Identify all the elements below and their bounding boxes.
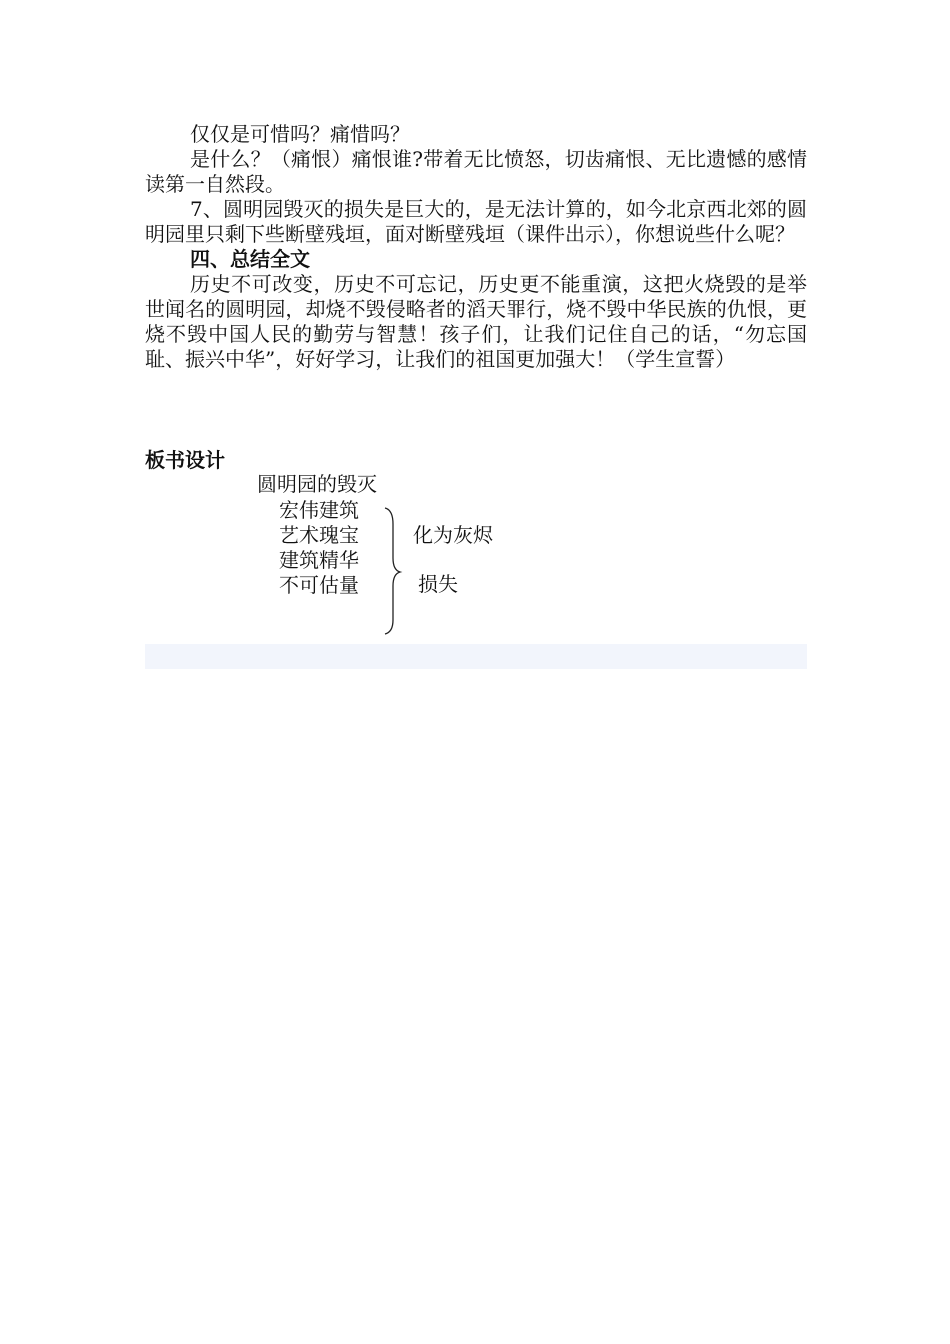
board-result-ashes: 化为灰烬 [413, 523, 493, 547]
blackboard-design [145, 448, 807, 644]
board-items [279, 498, 359, 598]
board-result-loss: 损失 [418, 572, 458, 596]
board-title: 圆明园的毁灭 [257, 472, 377, 496]
board-item: 建筑精华 [279, 548, 359, 572]
board-item: 艺术瑰宝 [279, 523, 359, 547]
paragraph-2: 是什么？（痛恨）痛恨谁?带着无比愤怒，切齿痛恨、无比遗憾的感情读第一自然段。 [145, 147, 807, 196]
curly-brace-icon [383, 506, 403, 636]
body-text [145, 122, 807, 372]
highlight-band [145, 644, 807, 669]
board-item: 宏伟建筑 [279, 498, 359, 522]
section-heading-summary: 四、总结全文 [190, 247, 310, 271]
board-item: 不可估量 [279, 573, 359, 597]
paragraph-1: 仅仅是可惜吗？痛惜吗？ [190, 122, 410, 146]
board-heading: 板书设计 [145, 448, 225, 472]
paragraph-3: 7、圆明园毁灭的损失是巨大的，是无法计算的，如今北京西北郊的圆明园里只剩下些断壁残垣，面对断壁残垣（课件出示），你想说些什么呢？ [145, 197, 807, 246]
paragraph-summary: 历史不可改变，历史不可忘记，历史更不能重演，这把火烧毁的是举世闻名的圆明园，却烧不毁侵略者的滔天罪行，烧不毁中华民族的仇恨，更烧不毁中国人民的勤劳与智慧！孩子们，让我们记住自己的话，“勿忘国耻、振兴中华”，好好学习，让我们的祖国更加强大！（学生宣誓） [145, 272, 807, 371]
